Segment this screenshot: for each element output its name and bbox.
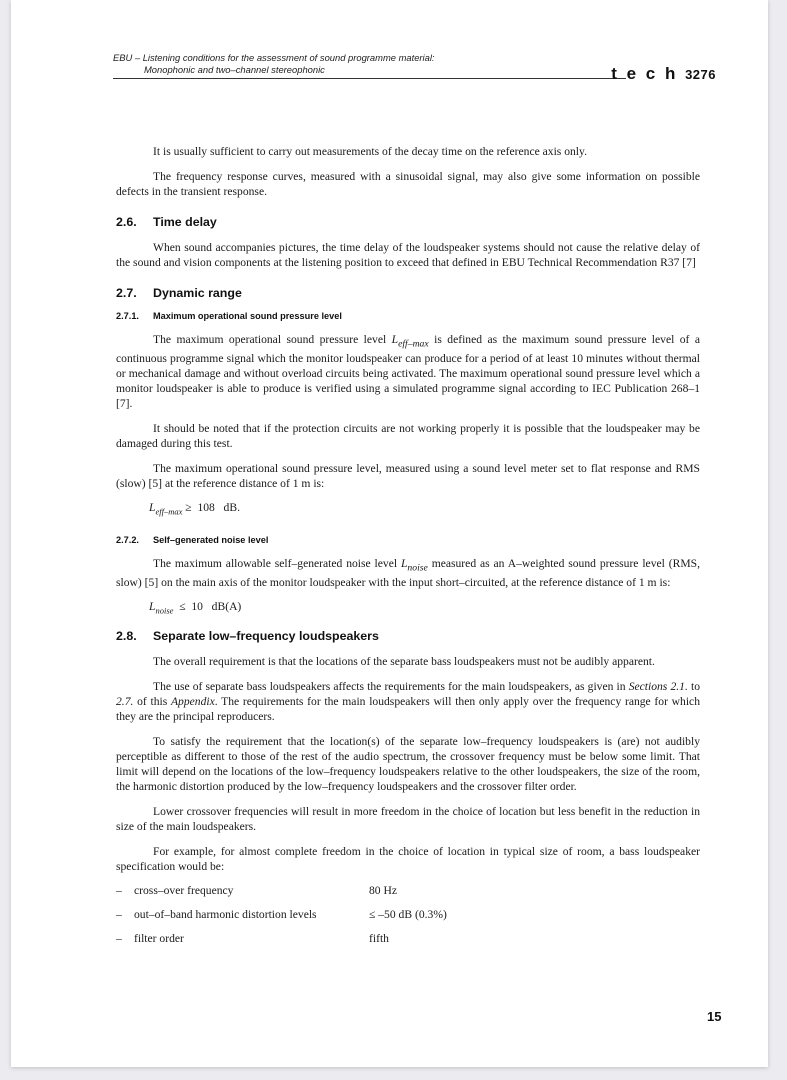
paragraph: When sound accompanies pictures, the time delay of the loudspeaker systems should not cause the relative delay of the sound and vision components at the listening position to exceed that defined in EBU Technical Recommendation R37 [7] bbox=[116, 241, 700, 269]
spec-item: – filter order fifth bbox=[116, 932, 389, 946]
paragraph: The maximum operational sound pressure level, measured using a sound level meter set to flat response and RMS (slow) [5] at the reference distance of 1 m is: bbox=[116, 462, 700, 491]
section-heading-2-7: 2.7. Dynamic range bbox=[116, 286, 242, 300]
paragraph: It is usually sufficient to carry out measurements of the decay time on the reference axis only. bbox=[153, 145, 587, 158]
spec-item: – out–of–band harmonic distortion levels ≤ –50 dB (0.3%) bbox=[116, 908, 447, 922]
paragraph: The frequency response curves, measured with a sinusoidal signal, may also give some information on possible defects in the transient response. bbox=[116, 170, 700, 198]
formula-noise-level: $L_{noise} \le 10$ dB(A) bbox=[149, 599, 242, 616]
spec-item: – cross–over frequency 80 Hz bbox=[116, 884, 398, 898]
paragraph: It should be noted that if the protection circuits are not working properly it is possible that the loudspeaker may be damaged during this test. bbox=[116, 422, 700, 451]
header-brand: t e c h bbox=[611, 64, 678, 83]
section-heading-2-8: 2.8. Separate low–frequency loudspeakers bbox=[116, 629, 379, 644]
header-rule bbox=[113, 78, 626, 79]
subsection-heading-2-7-1: 2.7.1. Maximum operational sound pressure level bbox=[116, 311, 342, 321]
paragraph: Lower crossover frequencies will result in more freedom in the choice of location but less benefit in the reduction in size of the main loudspeakers. bbox=[116, 805, 700, 834]
section-heading-2-6: 2.6. Time delay bbox=[116, 215, 217, 229]
subsection-heading-2-7-2: 2.7.2. Self–generated noise level bbox=[116, 534, 269, 545]
paragraph: The overall requirement is that the locations of the separate bass loudspeakers must not be audibly apparent. bbox=[153, 655, 655, 669]
page-content bbox=[116, 144, 700, 946]
header-doc-number: 3276 bbox=[685, 67, 716, 82]
page-number: 15 bbox=[707, 1009, 722, 1024]
paragraph: For example, for almost complete freedom in the choice of location in typical size of room, a bass loudspeaker specification would be: bbox=[116, 845, 700, 874]
header-title-line1: EBU – Listening conditions for the assessment of sound programme material: bbox=[113, 52, 435, 63]
page-header bbox=[113, 52, 716, 83]
formula-max-spl: $L_{eff-max} \ge 108$ dB. bbox=[149, 501, 240, 517]
paragraph: The maximum allowable self–generated noise level $L_{noise}$ measured as an A–weighted sound pressure level (RMS, slow) [5] on the main axis of the monitor loudspeaker with the input short–circuited, at the reference distance of 1 m is: bbox=[116, 556, 700, 589]
header-title-line2: Monophonic and two–channel stereophonic bbox=[144, 64, 325, 75]
header-doc-id bbox=[611, 64, 716, 84]
paragraph: To satisfy the requirement that the location(s) of the separate low–frequency loudspeakers is (are) not audibly perceptible as different to those of the rest of the audio spectrum, the crossover frequency must be below some limit. That limit will depend on the locations of the low–frequency loudspeakers relative to the other loudspeakers, the size of the room, the harmonic distortion produced by the low–frequency loudspeakers and the crossover filter order. bbox=[116, 735, 700, 794]
paragraph: The use of separate bass loudspeakers affects the requirements for the main loudspeakers, as given in Sections 2.1. to 2.7. of this Appendix. The requirements for the main loudspeakers will then only apply over the frequency range for which they are the principal reproducers. bbox=[116, 680, 701, 724]
paragraph: The maximum operational sound pressure level $L_{eff-max}$ is defined as the maximum sound pressure level of a continuous programme signal which the monitor loudspeaker can produce for a period of at least 10 minutes without thermal or mechanical damage and without overload circuits being activated. The maximum operational sound pressure level which a monitor loudspeaker is able to produce is verified using a simulated programme signal according to IEC Publication 268–1 [7]. bbox=[116, 333, 700, 411]
